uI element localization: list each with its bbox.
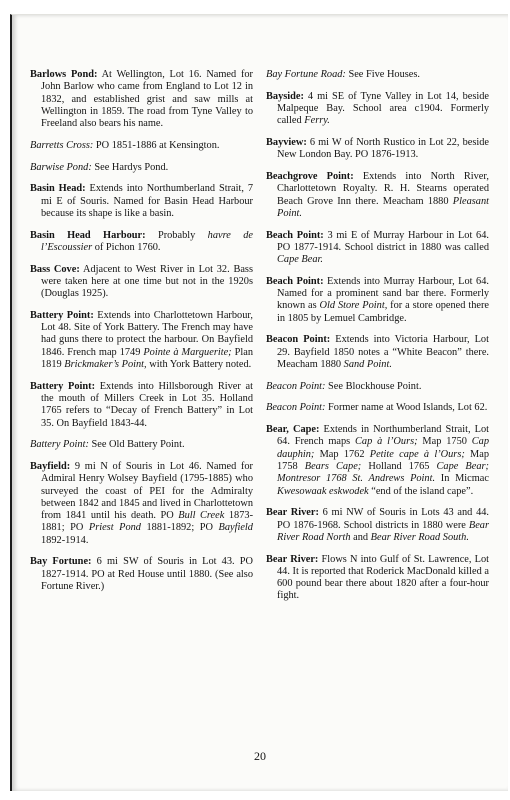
gazetteer-entry <box>30 183 253 220</box>
gazetteer-entry <box>266 171 489 220</box>
gazetteer-entry <box>30 69 253 130</box>
entry-italic-text: Bull Creek <box>178 510 225 522</box>
entry-text: with York Battery noted. <box>146 358 252 370</box>
gazetteer-entry <box>30 162 253 174</box>
entry-text: See Blockhouse Point. <box>325 380 422 392</box>
entry-text: 4 mi SE of Tyne Valley in Lot 14, beside Malpeque Bay. School area c1904. Formerly called <box>277 90 489 127</box>
entry-heading: Bayfield: <box>30 460 71 472</box>
entry-heading: Basin Head Harbour: <box>30 229 146 241</box>
gazetteer-entry <box>266 381 489 393</box>
entry-heading: Battery Point: <box>30 380 96 392</box>
gazetteer-entry <box>266 507 489 544</box>
right-column <box>266 69 489 612</box>
entry-text: “end of the island cape”. <box>368 485 474 497</box>
entry-text: Extends in Northumberland Strait, Lot 64. French maps <box>277 424 489 448</box>
entry-italic-text: Pleasant Point. <box>277 195 489 219</box>
book-page <box>10 14 508 791</box>
gazetteer-entry <box>30 264 253 301</box>
entry-italic-text: Cap dauphin; <box>277 436 490 460</box>
entry-text: Plan 1819 <box>41 346 253 370</box>
entry-text: Probably <box>145 229 208 241</box>
entry-heading: Bass Cove: <box>30 263 80 275</box>
entry-italic-text: Bay Fortune Road: <box>266 69 346 80</box>
entry-italic-text: Bear River Road North <box>277 519 489 543</box>
gazetteer-entry <box>266 554 489 603</box>
gazetteer-entry <box>30 461 253 547</box>
entry-text: Map 1750 <box>417 436 472 448</box>
entry-text: 1873-1881; PO <box>41 510 254 534</box>
entry-text: Map 1758 <box>277 448 490 472</box>
gazetteer-entry <box>266 424 489 498</box>
entry-heading: Bear River: <box>266 507 319 519</box>
entry-italic-text: Brickmaker’s Point, <box>64 358 147 370</box>
entry-heading: Bayview: <box>266 136 307 148</box>
gazetteer-entry <box>30 140 253 152</box>
gazetteer-entry <box>266 137 489 162</box>
entry-italic-text: Sand Point. <box>343 358 392 370</box>
entry-text: PO 1851-1886 at Kensington. <box>93 139 220 151</box>
entry-text: Holland 1765 <box>361 460 437 472</box>
entry-italic-text: Pointe à Marguerite; <box>143 346 232 358</box>
entry-italic-text: Bears Cape; <box>304 460 362 472</box>
entry-text: Extends into Hillsborough River at the mouth of Millers Creek in Lot 35. Holland 1765 refers to “Decay of French Battery” in Lot 35. On Bayfield 1843-44. <box>41 380 254 429</box>
entry-heading: Basin Head: <box>30 183 86 195</box>
entry-text: 6 mi NW of Souris in Lots 43 and 44. PO 1876-1968. School districts in 1880 were <box>277 507 489 531</box>
entry-text: 3 mi E of Murray Harbour in Lot 64. PO 1877-1914. School district in 1880 was called <box>277 229 489 253</box>
entry-italic-text: Battery Point: <box>30 439 89 451</box>
entry-heading: Bear, Cape: <box>266 424 320 436</box>
entry-heading: Bear River: <box>266 553 319 565</box>
entry-text: Extends into Murray Harbour, Lot 64. Named for a prominent sand bar there. Formerly known as <box>277 275 489 312</box>
entry-heading: Bayside: <box>266 90 304 102</box>
gazetteer-entry <box>266 230 489 267</box>
gazetteer-entry <box>30 439 253 451</box>
entry-heading: Beach Point: <box>266 275 324 287</box>
entry-text: See Old Battery Point. <box>88 439 185 451</box>
entry-text: Extends into Charlottetown Harbour, Lot 48. Site of York Battery. The French may have had guns there to protect the harbour. On Bayfield 1846. French map 1749 <box>41 309 254 358</box>
left-column <box>30 69 253 603</box>
entry-heading: Bay Fortune: <box>30 556 92 568</box>
entry-text: 1881-1892; PO <box>140 522 219 534</box>
entry-heading: Barlows Pond: <box>30 69 98 80</box>
gazetteer-entry <box>30 230 253 255</box>
gazetteer-entry <box>266 402 489 414</box>
gazetteer-entry <box>30 310 253 371</box>
gazetteer-entry <box>30 381 253 430</box>
entry-text: and <box>350 531 371 543</box>
entry-text: Map 1762 <box>314 448 370 460</box>
entry-italic-text: Barwise Pond: <box>30 161 92 173</box>
entry-italic-text: Bear River Road South. <box>370 531 469 543</box>
entry-italic-text: havre de l’Escoussier <box>41 229 253 253</box>
entry-text: Adjacent to West River in Lot 32. Bass were taken here at one time but not in the 1920s (Douglas 1925). <box>41 263 253 300</box>
entry-italic-text: Ferry. <box>304 115 330 127</box>
entry-italic-text: Barretts Cross: <box>30 139 94 151</box>
entry-italic-text: Old Store Point, <box>319 300 388 312</box>
entry-text: At Wellington, Lot 16. Named for John Barlow who came from England to Lot 12 in 1832, and established grist and saw mills at Wellington in 1859. The road from Tyne Valley to Freeland also bears his name. <box>41 69 254 130</box>
entry-text: Extends into Northumberland Strait, 7 mi E of Souris. Named for Basin Head Harbour because its shape is like a basin. <box>41 183 253 219</box>
entry-text: for a store opened there in 1805 by Lemuel Cambridge. <box>277 300 489 324</box>
entry-text: 6 mi SW of Souris in Lot 43. PO 1827-1914. PO at Red House until 1880. (See also Fortune River.) <box>41 556 253 592</box>
entry-text: 1892-1914. <box>41 534 89 546</box>
entry-text: 9 mi N of Souris in Lot 46. Named for Admiral Henry Wolsey Bayfield (1795-1885) who surveyed the coast of PEI for the Admiralty between 1842 and 1845 and lived in Charlottetown from 1841 until his death. PO <box>41 460 253 522</box>
entry-text: Extends into Victoria Harbour, Lot 29. Bayfield 1850 notes a “White Beacon” there. Meacham 1880 <box>277 334 489 370</box>
gazetteer-entry <box>266 69 489 81</box>
gazetteer-entry <box>266 276 489 325</box>
entry-text: See Five Houses. <box>345 69 420 80</box>
entry-italic-text: Beacon Point: <box>266 402 326 414</box>
entry-italic-text: Kwesowaak eskwodek <box>277 485 369 497</box>
entry-text: In Micmac <box>435 473 489 485</box>
entry-italic-text: Cape Bear; Montresor 1768 St. Andrews Point. <box>277 460 489 485</box>
entry-italic-text: Priest Pond <box>88 522 141 534</box>
page-number: 20 <box>254 749 266 763</box>
entry-heading: Beach Point: <box>266 229 324 241</box>
entry-text: Extends into North River, Charlottetown Royalty. R. H. Stearns operated Beach Grove Inn there. Meacham 1880 <box>277 170 490 207</box>
entry-text: Flows N into Gulf of St. Lawrence, Lot 44. It is reported that Roderick MacDonald killed a 600 pound bear there about 1820 after a four-hour fight. <box>277 553 489 602</box>
entry-heading: Battery Point: <box>30 309 94 321</box>
entry-text: See Hardys Pond. <box>91 161 169 173</box>
entry-text: 6 mi W of North Rustico in Lot 22, beside New London Bay. PO 1876-1913. <box>277 136 489 161</box>
entry-italic-text: Bayfield <box>218 522 253 534</box>
entry-italic-text: Petite cape à l’Ours; <box>369 448 465 460</box>
gazetteer-entry <box>266 91 489 128</box>
entry-italic-text: Cape Bear. <box>277 254 323 266</box>
entry-text: of Pichon 1760. <box>92 241 161 253</box>
entry-heading: Beacon Point: <box>266 334 331 346</box>
gazetteer-entry <box>30 556 253 593</box>
gazetteer-entry <box>266 334 489 371</box>
entry-heading: Beachgrove Point: <box>266 170 354 182</box>
entry-text: Former name at Wood Islands, Lot 62. <box>325 402 488 414</box>
entry-italic-text: Beacon Point: <box>266 380 326 392</box>
entry-italic-text: Cap à l’Ours; <box>355 436 418 448</box>
